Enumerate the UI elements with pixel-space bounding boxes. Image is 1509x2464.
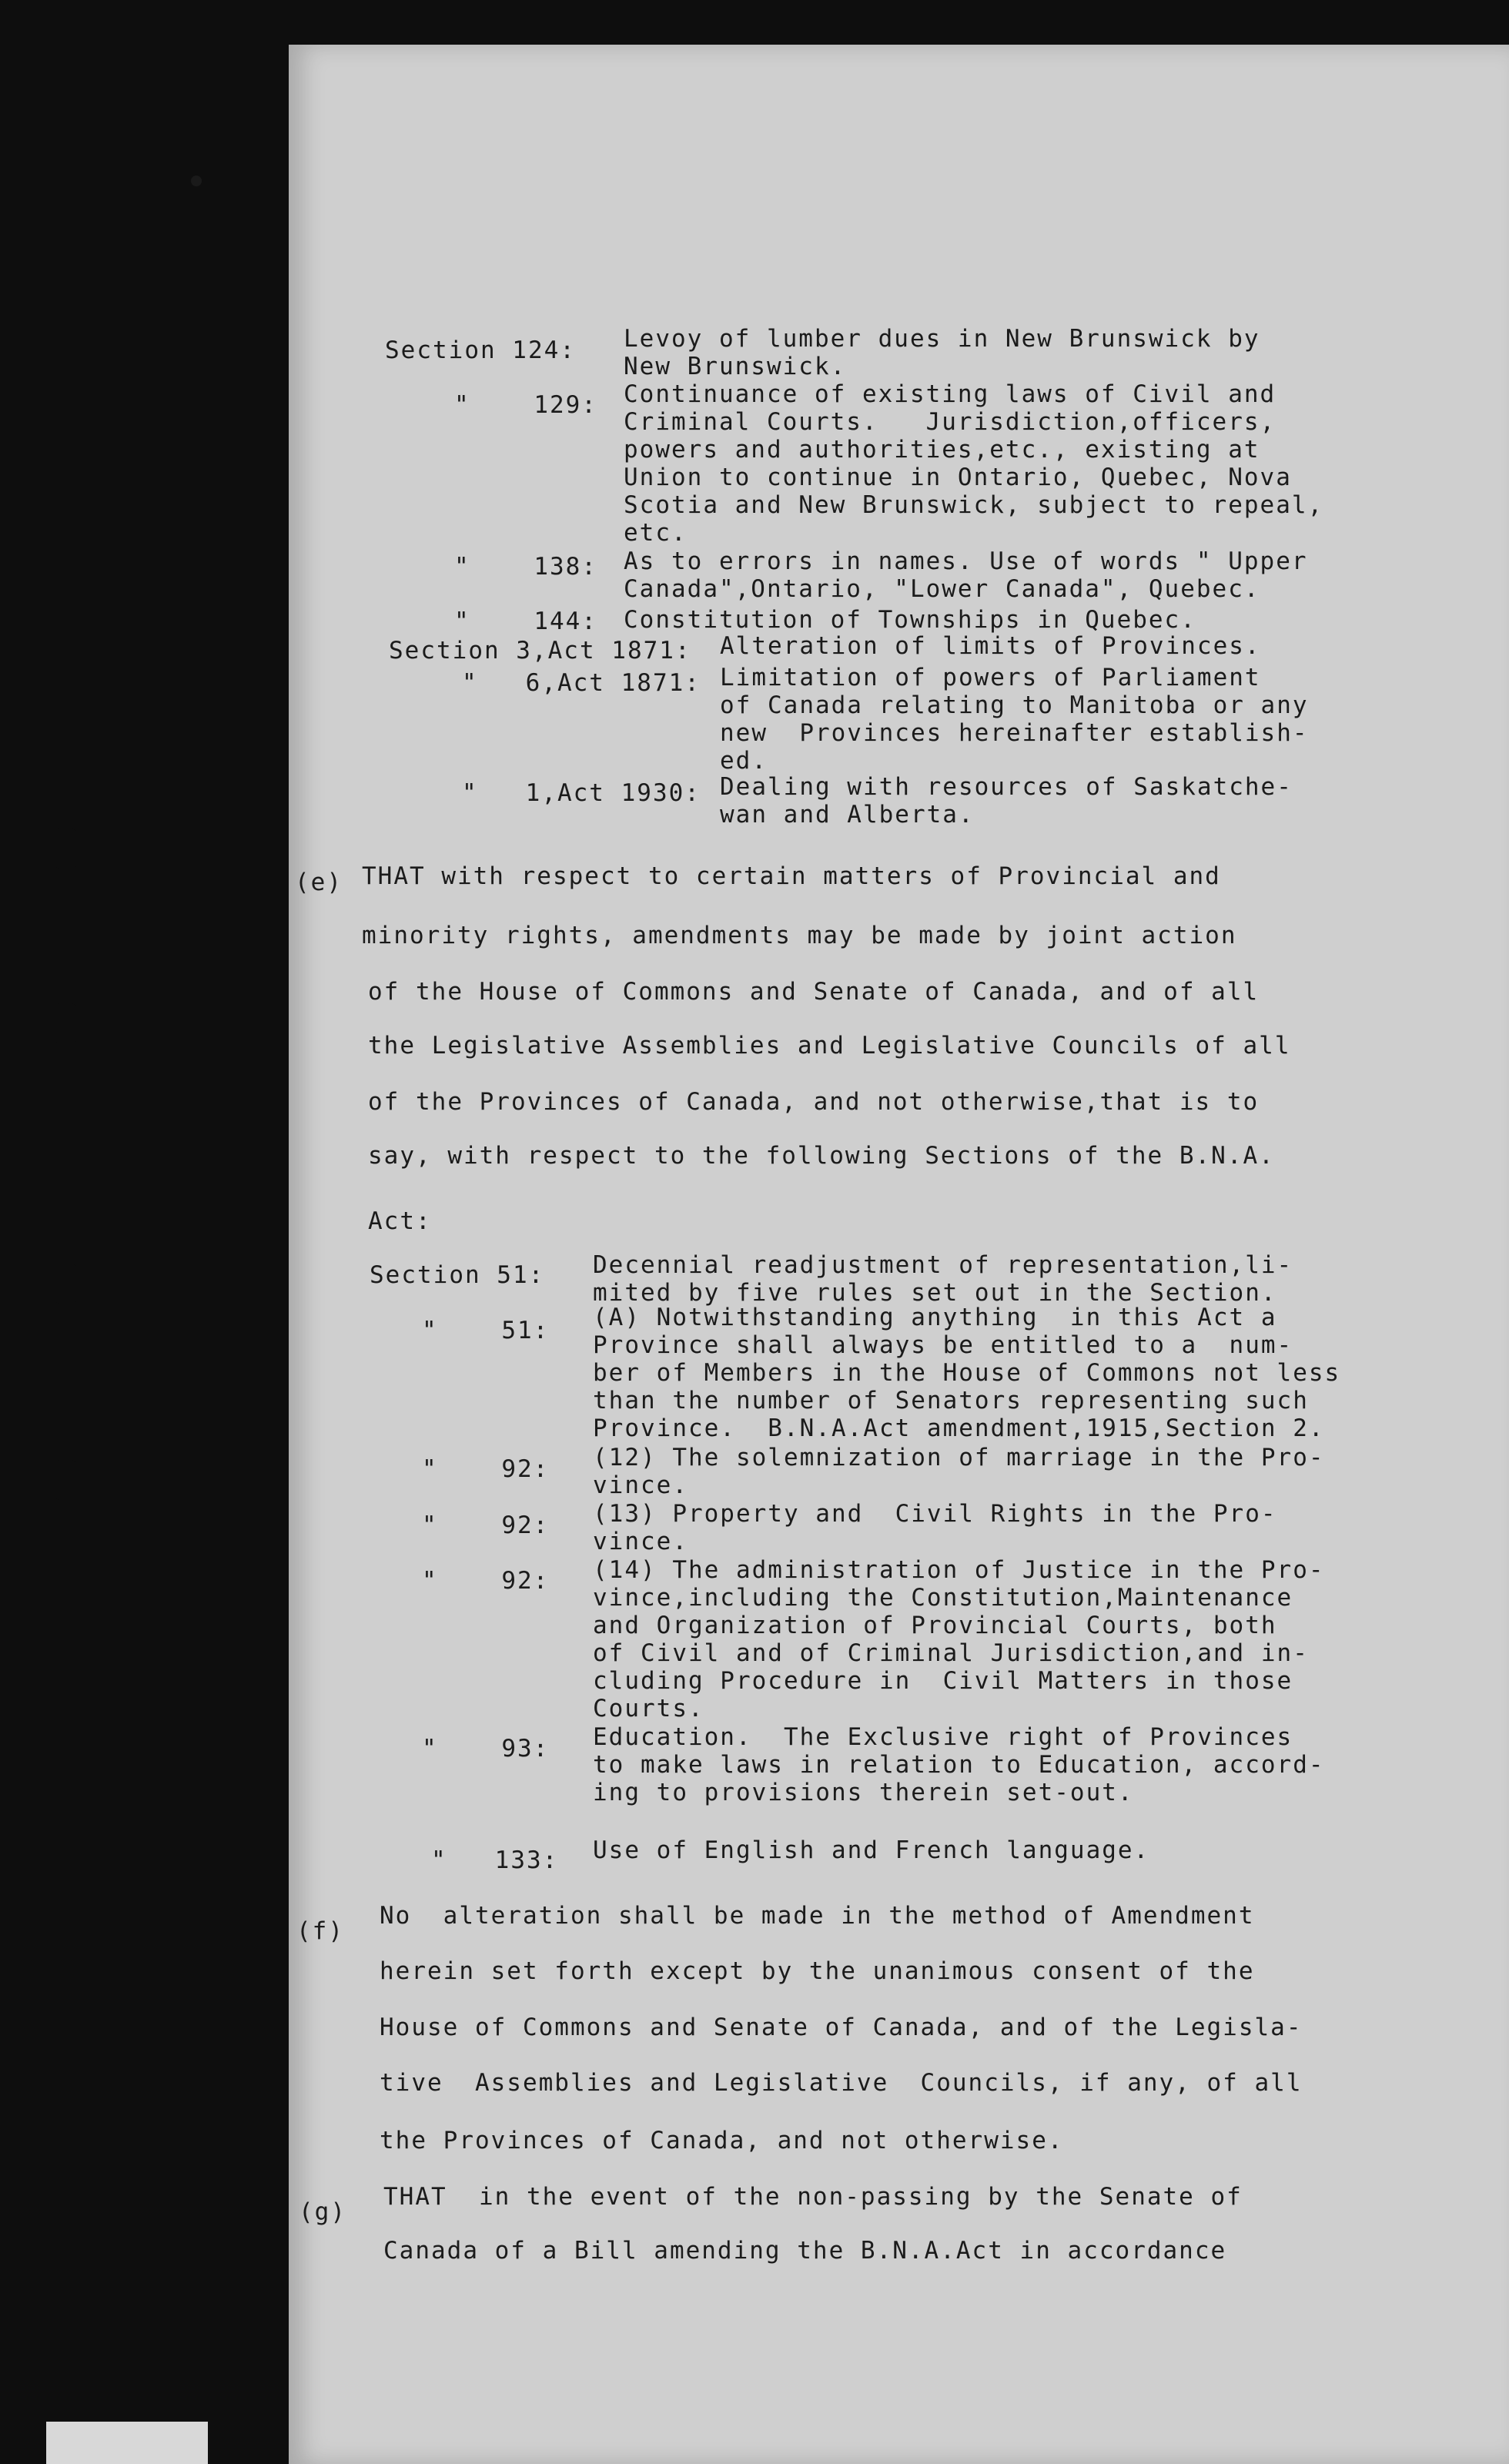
para-line: of the House of Commons and Senate of Canada, and of all [368,978,1260,1006]
section-desc: (12) The solemnization of marriage in the Pro- vince. [593,1444,1325,1499]
section-desc: Dealing with resources of Saskatche- wan and Alberta. [720,773,1293,829]
para-line: minority rights, amendments may be made by joint action [362,922,1237,949]
punch-hole [45,1003,86,1044]
para-line: No alteration shall be made in the method of Amendment [380,1902,1255,1930]
para-line: say, with respect to the following Sections of the B.N.A. [368,1142,1275,1170]
section-desc: Decennial readjustment of representation,li- mited by five rules set out in the Section. [593,1251,1293,1307]
punch-hole [45,828,86,869]
section-desc: (14) The administration of Justice in the Pro- vince,including the Constitution,Maintenance and Organization of Provincial Courts, both of Civil and of Criminal Jurisdiction,and in- cluding Procedure in Civil Matters in those Courts. [593,1556,1325,1722]
para-line: Act: [368,1207,432,1235]
section-desc: Education. The Exclusive right of Provinces to make laws in relation to Education, accord- ing to provisions therein set-out. [593,1723,1325,1806]
section-desc: Limitation of powers of Parliament of Canada relating to Manitoba or any new Provinces hereinafter establish- ed. [720,664,1309,775]
para-marker: (f) [296,1917,344,1945]
section-ref: " 144: [454,608,597,635]
section-ref: Section 124: [385,336,576,364]
section-desc: Use of English and French language. [593,1836,1150,1864]
para-line: House of Commons and Senate of Canada, and of the Legisla- [380,2014,1303,2041]
section-ref: " 92: [422,1512,550,1539]
punch-hole [45,1263,86,1304]
para-line: Canada of a Bill amending the B.N.A.Act in accordance [383,2237,1227,2265]
section-desc: (A) Notwithstanding anything in this Act a Province shall always be entitled to a num- ber of Members in the House of Commons not less than the number of Senators representing such Province. B.N.A.Act amendment,1915,Section 2. [593,1304,1341,1442]
section-ref: " 51: [422,1317,550,1344]
section-ref: Section 3,Act 1871: [389,637,691,665]
para-line: herein set forth except by the unanimous consent of the [380,1957,1255,1985]
section-ref: " 138: [454,553,597,581]
punch-hole [45,1459,86,1501]
para-line: the Legislative Assemblies and Legislative Councils of all [368,1032,1291,1060]
section-ref: " 133: [431,1846,559,1874]
para-line: THAT in the event of the non-passing by the Senate of [383,2183,1243,2211]
section-desc: As to errors in names. Use of words " Upper Canada",Ontario, "Lower Canada", Quebec. [624,547,1308,603]
section-desc: Continuance of existing laws of Civil and Criminal Courts. Jurisdiction,officers, powers and authorities,etc., existing at Union to continue in Ontario, Quebec, Nova Scotia and New Brunswick, subject to repeal, etc. [624,380,1324,547]
section-ref: " 6,Act 1871: [462,669,701,697]
scan-edge-mark [46,2422,208,2464]
ink-speck [191,176,202,186]
section-desc: Levoy of lumber dues in New Brunswick by New Brunswick. [624,325,1260,380]
section-desc: Alteration of limits of Provinces. [720,632,1261,660]
para-line: the Provinces of Canada, and not otherwise. [380,2127,1064,2154]
section-desc: Constitution of Townships in Quebec. [624,606,1196,634]
section-ref: " 92: [422,1567,550,1595]
section-desc: (13) Property and Civil Rights in the Pro- vince. [593,1500,1277,1555]
section-ref: " 92: [422,1455,550,1483]
para-line: tive Assemblies and Legislative Councils, if any, of all [380,2069,1303,2097]
para-marker: (g) [299,2198,346,2226]
para-line: THAT with respect to certain matters of Provincial and [362,862,1221,890]
para-line: of the Provinces of Canada, and not otherwise,that is to [368,1088,1260,1116]
section-ref: Section 51: [370,1261,545,1289]
section-ref: " 93: [422,1735,550,1763]
section-ref: " 129: [454,391,597,419]
para-marker: (e) [295,869,343,896]
section-ref: " 1,Act 1930: [462,779,701,807]
